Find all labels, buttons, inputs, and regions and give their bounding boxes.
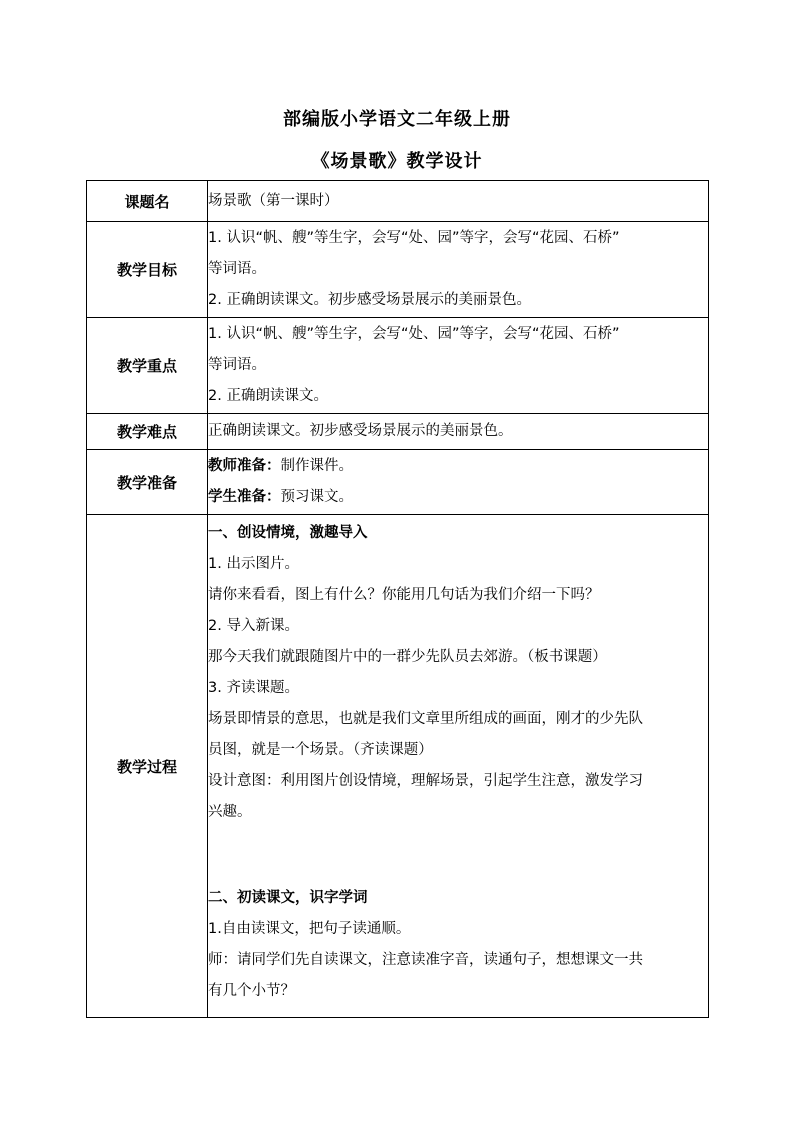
row-preparation-content xyxy=(208,450,709,515)
key-points-line-1: 1. 认识“帆、艘”等生字，会写“处、园”等字，会写“花园、石桥” xyxy=(208,326,620,342)
row-process-content xyxy=(208,515,709,1018)
teacher-preparation xyxy=(208,451,708,482)
row-goals-label: 教学目标 xyxy=(87,222,208,318)
s1-design-a: 设计意图：利用图片创设情境，理解场景，引起学生注意，激发学习 xyxy=(208,773,643,789)
s1-step-2-text: 那今天我们就跟随图片中的一群少先队员去郊游。（板书课题） xyxy=(208,649,607,665)
row-difficulty xyxy=(87,414,709,450)
s1-design-b: 兴趣。 xyxy=(208,804,252,820)
s1-step-3-text-a: 场景即情景的意思，也就是我们文章里所组成的画面，刚才的少先队 xyxy=(208,711,643,727)
row-goals-content xyxy=(208,222,709,318)
row-topic-content xyxy=(208,181,709,222)
goals-line-1: 1. 认识“帆、艘”等生字，会写“处、园”等字，会写“花园、石桥” xyxy=(208,230,620,246)
row-preparation xyxy=(87,450,709,515)
lesson-plan-table xyxy=(86,180,709,1018)
row-process-label: 教学过程 xyxy=(87,515,208,1018)
row-preparation-label: 教学准备 xyxy=(87,450,208,515)
section-1-title: 一、创设情境，激趣导入 xyxy=(208,525,368,541)
s1-step-1: 1. 出示图片。 xyxy=(208,556,299,572)
s2-step-1: 1.自由读课文，把句子读通顺。 xyxy=(208,921,411,937)
s1-step-1-text: 请你来看看，图上有什么？你能用几句话为我们介绍一下吗？ xyxy=(208,587,600,603)
row-goals xyxy=(87,222,709,318)
s1-step-2: 2. 导入新课。 xyxy=(208,618,299,634)
topic-text: 场景歌（第一课时） xyxy=(208,192,339,209)
goals-line-3: 2. 正确朗读课文。初步感受场景展示的美丽景色。 xyxy=(208,292,531,308)
student-preparation-text: 预习课文。 xyxy=(280,489,353,505)
teacher-preparation-text: 制作课件。 xyxy=(280,458,353,474)
document-subtitle: 《场景歌》教学设计 xyxy=(311,151,483,172)
row-key-points-label: 教学重点 xyxy=(87,318,208,414)
s2-step-1-text-b: 有几个小节？ xyxy=(208,983,295,999)
row-process xyxy=(87,515,709,1018)
section-2-title: 二、初读课文，识字学词 xyxy=(208,890,368,906)
student-preparation-label: 学生准备： xyxy=(208,489,281,505)
document-title: 部编版小学语文二年级上册 xyxy=(283,109,511,130)
row-key-points xyxy=(87,318,709,414)
row-difficulty-content xyxy=(208,414,709,450)
row-topic-label: 课题名 xyxy=(87,181,208,222)
row-topic xyxy=(87,181,709,222)
teacher-preparation-label: 教师准备： xyxy=(208,458,281,474)
s1-step-3: 3. 齐读课题。 xyxy=(208,680,299,696)
row-difficulty-label: 教学难点 xyxy=(87,414,208,450)
blank-space xyxy=(208,828,708,883)
s1-step-3-text-b: 员图，就是一个场景。（齐读课题） xyxy=(208,742,433,758)
student-preparation xyxy=(208,482,708,513)
key-points-line-2: 等词语。 xyxy=(208,357,266,373)
goals-line-2: 等词语。 xyxy=(208,261,266,277)
difficulty-text: 正确朗读课文。初步感受场景展示的美丽景色。 xyxy=(208,423,513,439)
row-key-points-content xyxy=(208,318,709,414)
key-points-line-3: 2. 正确朗读课文。 xyxy=(208,388,328,404)
s2-step-1-text-a: 师：请同学们先自读课文，注意读准字音，读通句子，想想课文一共 xyxy=(208,952,643,968)
